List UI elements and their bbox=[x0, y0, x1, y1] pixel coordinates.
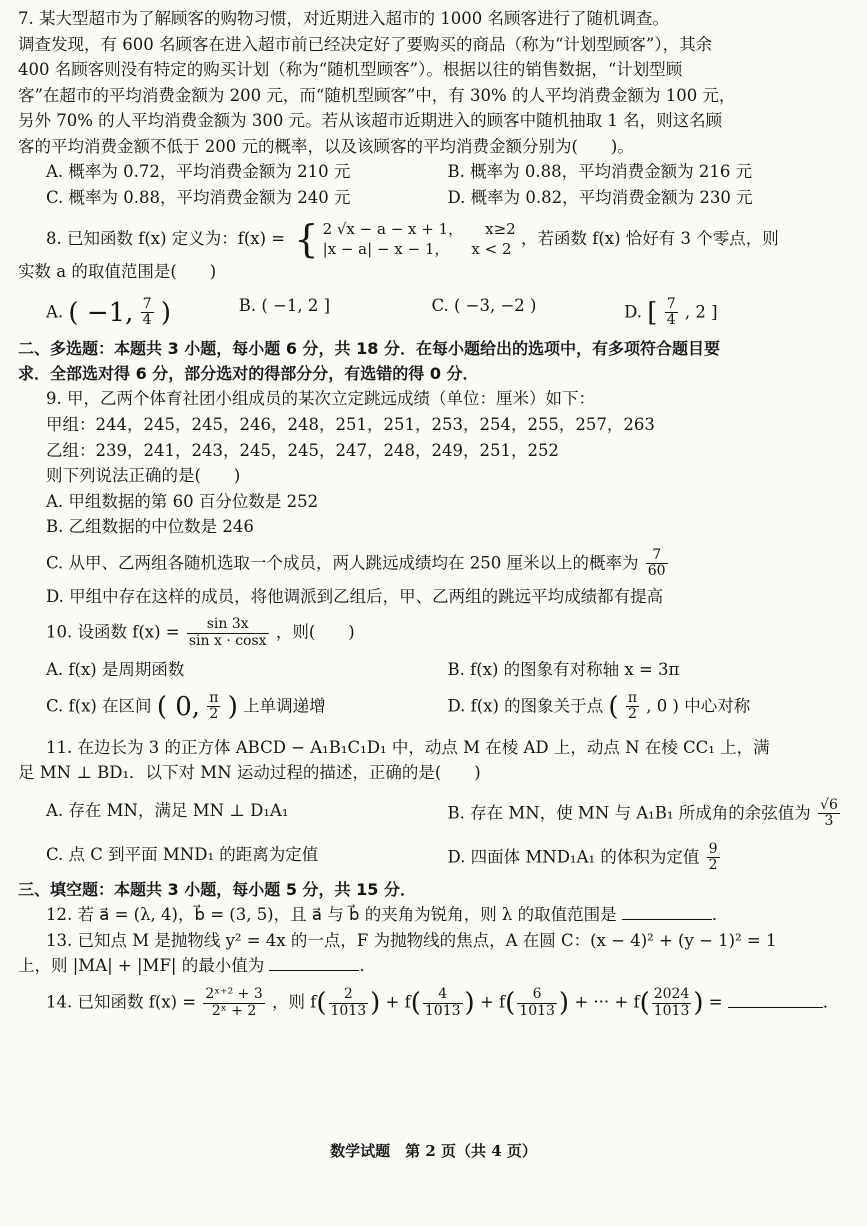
q9-group-b: 乙组：239，241，243，245，245，247，248，249，251，252 bbox=[46, 440, 559, 460]
q10-c-frac bbox=[207, 691, 220, 723]
q9-option-b: B. 乙组数据的中位数是 246 bbox=[46, 517, 254, 537]
q8-option-a-label: A. bbox=[46, 302, 64, 322]
q10-d-pre: D. f(x) 的图象关于点 bbox=[447, 696, 604, 716]
q14-t4-den: 1013 bbox=[653, 1002, 690, 1019]
q8-option-b: B. ( −1, 2 ] bbox=[238, 295, 331, 315]
q14-func-frac bbox=[203, 987, 264, 1019]
q10-d-frac bbox=[626, 691, 639, 723]
q7-line1: 7. 某大型超市为了解顾客的购物习惯，对近期进入超市的 1000 名顾客进行了随机调查。 bbox=[18, 9, 669, 28]
q10-c-post: 上单调递增 bbox=[243, 696, 326, 716]
q14-t4-num: 2024 bbox=[653, 986, 690, 1003]
q8-case1-cond: x≥2 bbox=[485, 219, 516, 238]
q10-c-den: 2 bbox=[209, 706, 219, 723]
q11-option-b bbox=[448, 798, 850, 830]
q14-t2-num: 4 bbox=[423, 987, 463, 1003]
q10-d-left: ( bbox=[608, 691, 619, 722]
q14-lead: 14. 已知函数 f(x) = bbox=[46, 992, 197, 1012]
q14-eq: = bbox=[708, 992, 723, 1012]
q11-b-num: √6 bbox=[820, 796, 838, 813]
q11-option-a: A. 存在 MN，满足 MN ⊥ D₁A₁ bbox=[46, 800, 289, 820]
q8-case2-cond: x < 2 bbox=[471, 239, 512, 258]
q8-line2: 实数 a 的取值范围是( ) bbox=[18, 262, 217, 281]
q14-dots: + ··· + f bbox=[574, 992, 640, 1012]
q10-frac bbox=[187, 617, 269, 649]
q14-mid: ，则 f bbox=[271, 992, 317, 1012]
q7-option-b: B. 概率为 0.88，平均消费金额为 216 元 bbox=[447, 162, 753, 182]
q7-line4: 客”在超市的平均消费金额为 200 元，而“随机型顾客”中，有 30% 的人平均消费金额为 100 元， bbox=[18, 85, 736, 105]
q13-line1: 13. 已知点 M 是抛物线 y² = 4x 的一点，F 为抛物线的焦点，A 在圆 C：(x − 4)² + (y − 1)² = 1 bbox=[46, 930, 777, 950]
q8-d-den: 4 bbox=[666, 312, 676, 329]
q10-lead: 10. 设函数 f(x) = bbox=[46, 622, 180, 642]
q7-line2: 调查发现，有 600 名顾客在进入超市前已经决定好了要购买的商品（称为“计划型顾客”），其余 bbox=[18, 34, 713, 54]
q8-d-num: 7 bbox=[666, 295, 676, 312]
q14-t3-num: 6 bbox=[517, 987, 557, 1003]
question-12 bbox=[18, 902, 849, 928]
q10-c-left: ( 0, bbox=[156, 691, 201, 722]
q14-plus1: + f bbox=[385, 992, 411, 1012]
question-11 bbox=[18, 735, 849, 874]
q9-stem: 9. 甲，乙两个体育社团小组成员的某次立定跳远成绩（单位：厘米）如下： bbox=[46, 389, 595, 409]
q14-den: 2ˣ + 2 bbox=[211, 1002, 257, 1019]
question-7 bbox=[18, 6, 849, 211]
question-10 bbox=[18, 617, 849, 727]
q11-options-row1 bbox=[18, 798, 849, 830]
q14-t1-den: 1013 bbox=[330, 1002, 367, 1019]
q13-end: ． bbox=[359, 956, 376, 976]
q12-answer-blank[interactable] bbox=[622, 905, 712, 920]
q8-option-d-left: [ bbox=[647, 297, 658, 328]
q8-options bbox=[18, 293, 849, 333]
sec3-title: 三、填空题：本题共 3 小题，每小题 5 分，共 15 分． bbox=[18, 879, 416, 899]
q12-end: ． bbox=[711, 905, 729, 925]
q11-d-text: D. 四面体 MND₁A₁ 的体积为定值 bbox=[447, 847, 700, 867]
q9-ask: 则下列说法正确的是( ) bbox=[46, 466, 241, 486]
q14-t3-den: 1013 bbox=[519, 1002, 555, 1019]
q9-option-c bbox=[18, 548, 849, 580]
q10-c-num: π bbox=[209, 689, 219, 706]
q7-option-d: D. 概率为 0.82，平均消费金额为 230 元 bbox=[447, 187, 753, 207]
q10-d-post: 中心对称 bbox=[684, 696, 751, 716]
q8-cases bbox=[323, 219, 516, 260]
q8-case1 bbox=[323, 219, 516, 239]
q14-line: 14. 已知函数 f(x) = $\frac{\text{2ˣ⁺² + 3}}{\text{2ˣ + 2}}$ ，则 f( $\frac{2}{1013}$ ) + f( $\frac{4}{1013}$ ) + f( $\frac{6}{1013}$ ) + ··· + f( $\frac{2024}{1013}$ ) = ． bbox=[46, 986, 840, 1019]
q13-line2 bbox=[18, 953, 849, 979]
question-9 bbox=[18, 386, 849, 609]
q10-d-den: 2 bbox=[627, 706, 637, 723]
q8-brace: { bbox=[294, 216, 319, 261]
q8-option-c: C. ( −3, −2 ) bbox=[431, 295, 537, 315]
q8-a-num: 7 bbox=[142, 295, 152, 312]
q10-option-d bbox=[448, 687, 850, 727]
q9-option-d: D. 甲组中存在这样的成员，将他调派到乙组后，甲、乙两组的跳远平均成绩都有提高 bbox=[46, 586, 664, 606]
q7-line3: 400 名顾客则没有特定的购买计划（称为“随机型顾客”）。根据以往的销售数据，“计划型顾 bbox=[18, 60, 683, 80]
q10-num: sin 3x bbox=[187, 617, 269, 633]
page-footer: 数学试题 第 2 页（共 4 页） bbox=[330, 1142, 537, 1160]
q9-c-den: 60 bbox=[647, 563, 666, 580]
q8-option-a bbox=[46, 293, 239, 333]
q8-option-a-right: ) bbox=[160, 297, 171, 328]
q14-term4 bbox=[652, 987, 692, 1019]
question-13 bbox=[18, 928, 849, 979]
q9-option-c-frac bbox=[646, 548, 668, 580]
q11-line1: 11. 在边长为 3 的正方体 ABCD − A₁B₁C₁D₁ 中，动点 M 在棱 AD 上，动点 N 在棱 CC₁ 上，满 bbox=[46, 737, 770, 757]
sec2-line1: 二、多选题：本题共 3 小题，每小题 6 分，共 18 分．在每小题给出的选项中，有多项符合题目要 bbox=[18, 338, 720, 358]
section-3-header bbox=[18, 878, 849, 903]
q10-d-num: π bbox=[627, 689, 638, 706]
q10-den: sin x · cosx bbox=[188, 632, 267, 649]
sec2-line2: 求．全部选对得 6 分，部分选对的得部分分，有选错的得 0 分． bbox=[18, 363, 479, 383]
q11-d-num: 9 bbox=[708, 840, 718, 857]
q7-options-row2 bbox=[18, 185, 849, 211]
q10-option-c bbox=[46, 687, 448, 727]
q9-option-a: A. 甲组数据的第 60 百分位数是 252 bbox=[46, 491, 319, 511]
q7-line6: 客的平均消费金额不低于 200 元的概率，以及该顾客的平均消费金额分别为( )。 bbox=[18, 136, 634, 156]
question-14 bbox=[18, 983, 849, 1023]
q11-option-d bbox=[448, 842, 850, 874]
q11-options-row2 bbox=[18, 842, 849, 874]
q12-text: 12. 若 a⃗ = (λ, 4)，b⃗ = (3, 5)，且 a⃗ 与 b⃗ 的夹角为锐角，则 λ 的取值范围是 bbox=[46, 905, 617, 925]
q8-line1 bbox=[18, 216, 849, 261]
q8-option-d-frac bbox=[665, 297, 678, 329]
q13-answer-blank[interactable] bbox=[269, 956, 359, 971]
q7-options-row1 bbox=[18, 159, 849, 185]
q8-piecewise bbox=[290, 216, 516, 261]
q11-b-text: B. 存在 MN，使 MN 与 A₁B₁ 所成角的余弦值为 bbox=[447, 803, 811, 823]
q10-options-row1 bbox=[18, 657, 849, 683]
q11-line2: 足 MN ⊥ BD₁．以下对 MN 运动过程的描述，正确的是( ) bbox=[18, 763, 481, 783]
q9-option-c-text: C. 从甲、乙两组各随机选取一个成员，两人跳远成绩均在 250 厘米以上的概率为 bbox=[46, 553, 639, 573]
q10-c-pre: C. f(x) 在区间 bbox=[46, 696, 152, 716]
q14-term1 bbox=[329, 987, 369, 1019]
q10-stem bbox=[18, 617, 849, 649]
question-8 bbox=[18, 216, 849, 333]
q13-line2-text: 上，则 |MA| + |MF| 的最小值为 bbox=[18, 956, 265, 976]
q14-plus2: + f bbox=[479, 992, 506, 1012]
q12-line bbox=[18, 902, 849, 928]
section-2-header bbox=[18, 337, 849, 387]
q11-d-frac bbox=[707, 842, 720, 874]
q10-option-a: A. f(x) 是周期函数 bbox=[46, 659, 185, 679]
q8-case1-expr: 2 √x − a − x + 1， bbox=[322, 219, 464, 238]
q14-answer-blank[interactable] bbox=[728, 993, 823, 1008]
q8-case2 bbox=[323, 239, 516, 259]
q10-tail: ，则( ) bbox=[275, 622, 355, 642]
q8-tail: ，若函数 f(x) 恰好有 3 个零点，则 bbox=[520, 228, 779, 248]
q7-option-c: C. 概率为 0.88，平均消费金额为 240 元 bbox=[46, 187, 351, 207]
q8-a-den: 4 bbox=[142, 312, 152, 329]
q14-end: ． bbox=[822, 992, 840, 1012]
q8-option-a-frac bbox=[141, 297, 154, 329]
q11-option-c: C. 点 C 到平面 MND₁ 的距离为定值 bbox=[46, 844, 319, 864]
q10-option-b: B. f(x) 的图象有对称轴 x = 3π bbox=[447, 659, 680, 679]
q14-term3 bbox=[517, 987, 557, 1019]
q11-b-den: 3 bbox=[824, 813, 834, 830]
q9-group-a: 甲组：244，245，245，246，248，251，251，253，254，255，257，263 bbox=[46, 415, 655, 435]
q7-line5: 另外 70% 的人平均消费金额为 300 元。若从该超市近期进入的顾客中随机抽取 1 名，则这名顾 bbox=[18, 111, 723, 131]
q8-case2-expr: |x − a| − x − 1， bbox=[322, 239, 450, 258]
q10-options-row2 bbox=[18, 687, 849, 727]
q8-option-d bbox=[624, 293, 817, 333]
q7-option-a: A. 概率为 0.72，平均消费金额为 210 元 bbox=[46, 162, 351, 182]
q8-option-a-left: ( −1, bbox=[68, 297, 134, 328]
q11-d-den: 2 bbox=[708, 857, 718, 874]
q8-option-d-right: , 2 ] bbox=[684, 302, 718, 322]
q14-term2 bbox=[423, 987, 463, 1019]
q10-d-right: , 0 ) bbox=[646, 696, 679, 716]
q8-lead: 8. 已知函数 f(x) 定义为：f(x) = bbox=[46, 228, 286, 248]
q11-b-frac bbox=[818, 798, 840, 830]
q8-option-d-label: D. bbox=[624, 302, 643, 322]
q14-t2-den: 1013 bbox=[424, 1002, 461, 1019]
q14-t1-num: 2 bbox=[329, 987, 369, 1003]
q14-num: 2ˣ⁺² + 3 bbox=[205, 986, 263, 1003]
q10-c-right: ) bbox=[227, 691, 238, 722]
q9-c-num: 7 bbox=[646, 548, 668, 564]
